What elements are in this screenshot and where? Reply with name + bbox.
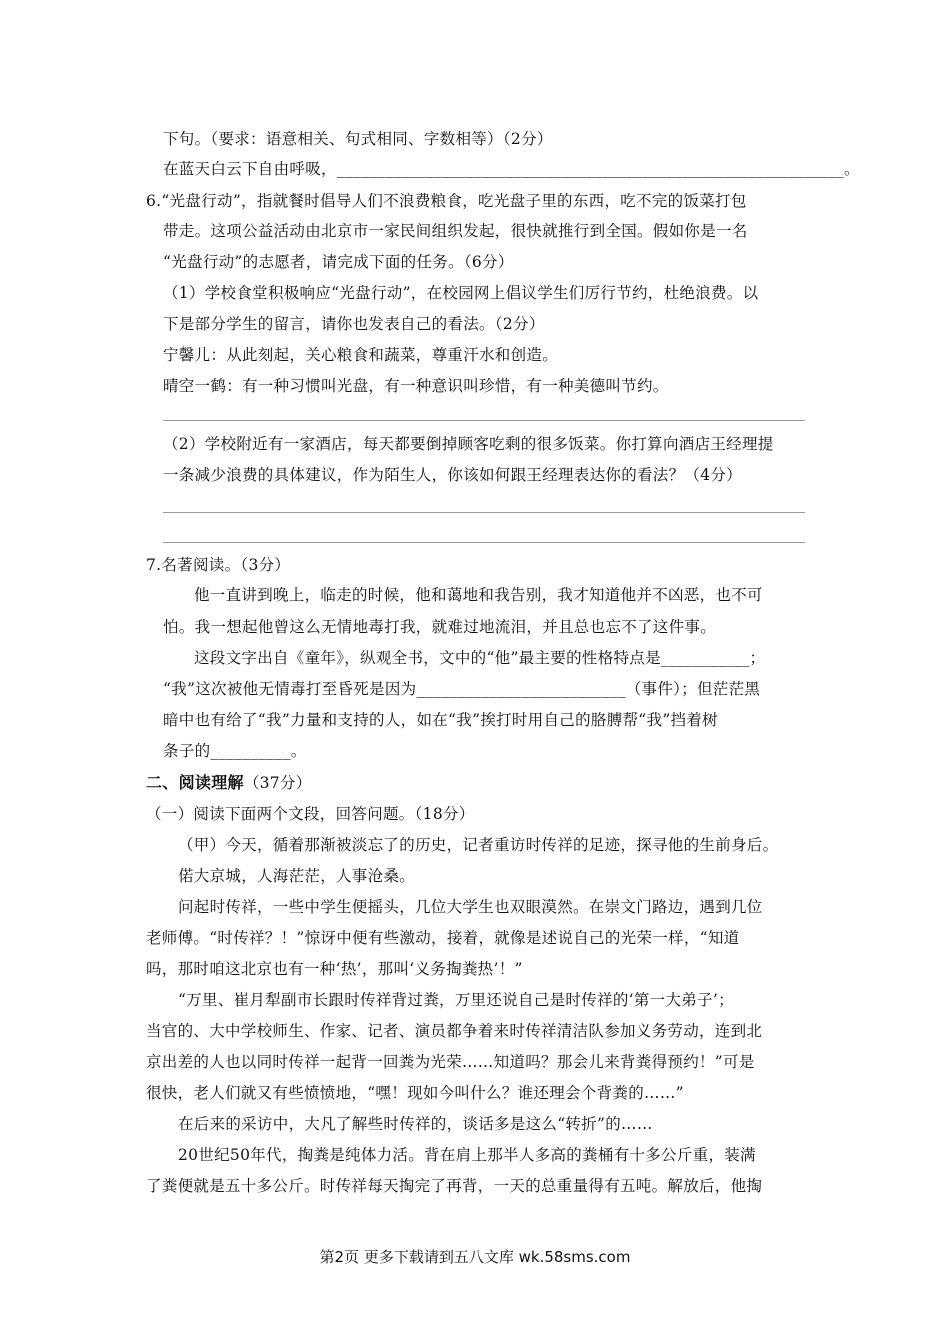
reading-passage-line: 偌大京城，人海茫茫，人事沧桑。 (178, 867, 416, 885)
reading-passage-line: 了粪便就是五十多公斤。时传祥每天掏完了再背，一天的总重量得有五吨。解放后，他掏 (146, 1177, 763, 1195)
question-6-line: “光盘行动”的志愿者，请完成下面的任务。（6分） (163, 253, 514, 271)
student-comment: 宁馨儿：从此刻起，关心粮食和蔬菜，尊重汗水和创造。 (163, 346, 559, 364)
question-6-part2-line: （2）学校附近有一家酒店，每天都要倒掉顾客吃剩的很多饭菜。你打算向酒店王经理提 (163, 435, 774, 453)
subsection-heading: （一）阅读下面两个文段，回答问题。（18分） (146, 805, 475, 823)
reading-passage-line: 问起时传祥，一些中学生便摇头，几位大学生也双眼漠然。在崇文门路边，遇到几位 (178, 898, 763, 916)
question-6-line: 带走。这项公益活动由北京市一家民间组织发起，很快就推行到全国。假如你是一名 (163, 222, 748, 240)
question-5-requirement: 下句。（要求：语意相关、句式相同、字数相等）（2分） (163, 130, 553, 148)
section-heading-title: 二、阅读理解 (146, 773, 244, 792)
section-heading (146, 772, 312, 794)
question-7-question-line: 条子的__________。 (163, 742, 307, 760)
reading-passage-line: 吗，那时咱这北京也有一种‘热’，那叫‘义务掏粪热’！” (146, 960, 523, 978)
section-heading-score: （37分） (243, 774, 312, 792)
reading-passage-line: 20世纪50年代，掏粪是纯体力活。背在肩上那半人多高的粪桶有十多公斤重，装满 (178, 1146, 756, 1164)
reading-passage-line: 当官的、大中学校师生、作家、记者、演员都争着来时传祥清洁队参加义务劳动，连到北 (146, 1022, 763, 1040)
question-6-line: 6.“光盘行动”，指就餐时倡导人们不浪费粮食，吃光盘子里的东西，吃不完的饭菜打包 (146, 192, 747, 210)
question-6-part1-line: （1）学校食堂积极响应“光盘行动”，在校园网上倡议学生们厉行节约，杜绝浪费。以 (163, 284, 759, 302)
page-footer: 第2页 更多下载请到五八文库 wk.58sms.com (319, 1248, 631, 1266)
question-6-part2-line: 一条减少浪费的具体建议，作为陌生人，你该如何跟王经理表达你的看法？（4分） (163, 466, 742, 484)
answer-rule (163, 542, 805, 543)
reading-passage-line: 老师傅。“时传祥？！”惊讶中便有些激动，接着，就像是述说自己的光荣一样，“知道 (146, 929, 740, 947)
answer-rule (163, 420, 805, 421)
question-5-blank-line: 在蓝天白云下自由呼吸，_______________________________________________________________。 (163, 160, 860, 178)
question-7-question-line: “我”这次被他无情毒打至昏死是因为__________________________（事件）；但茫茫黑 (163, 680, 761, 698)
reading-passage-line: （甲）今天，循着那渐被淡忘了的历史，记者重访时传祥的足迹，探寻他的生前身后。 (178, 836, 779, 854)
question-7-passage-line: 他一直讲到晚上，临走的时候，他和蔼地和我告别，我才知道他并不凶恶，也不可 (194, 586, 763, 604)
reading-passage-line: 很快，老人们就又有些愤愤地，“嘿！现如今叫什么？谁还理会个背粪的……” (146, 1084, 684, 1102)
answer-rule (163, 512, 805, 513)
question-7-title: 7.名著阅读。（3分） (146, 556, 291, 574)
question-7-question-line: 这段文字出自《童年》，纵观全书，文中的“他”最主要的性格特点是___________； (194, 649, 766, 667)
reading-passage-line: “万里、崔月犁副市长跟时传祥背过粪，万里还说自己是时传祥的‘第一大弟子’； (178, 991, 734, 1009)
reading-passage-line: 京出差的人也以同时传祥一起背一回粪为光荣……知道吗？那会儿来背粪得预约！”可是 (146, 1053, 755, 1071)
question-7-passage-line: 怕。我一想起他曾这么无情地毒打我，就难过地流泪，并且总也忘不了这件事。 (163, 618, 717, 636)
student-comment: 晴空一鹤：有一种习惯叫光盘，有一种意识叫珍惜，有一种美德叫节约。 (163, 377, 669, 395)
question-6-part1-line: 下是部分学生的留言，请你也发表自己的看法。（2分） (163, 315, 545, 333)
reading-passage-line: 在后来的采访中，大凡了解些时传祥的，谈话多是这么“转折”的…… (178, 1115, 653, 1133)
question-7-question-line: 暗中也有给了“我”力量和支持的人，如在“我”挨打时用自己的胳膊帮“我”挡着树 (163, 711, 718, 729)
